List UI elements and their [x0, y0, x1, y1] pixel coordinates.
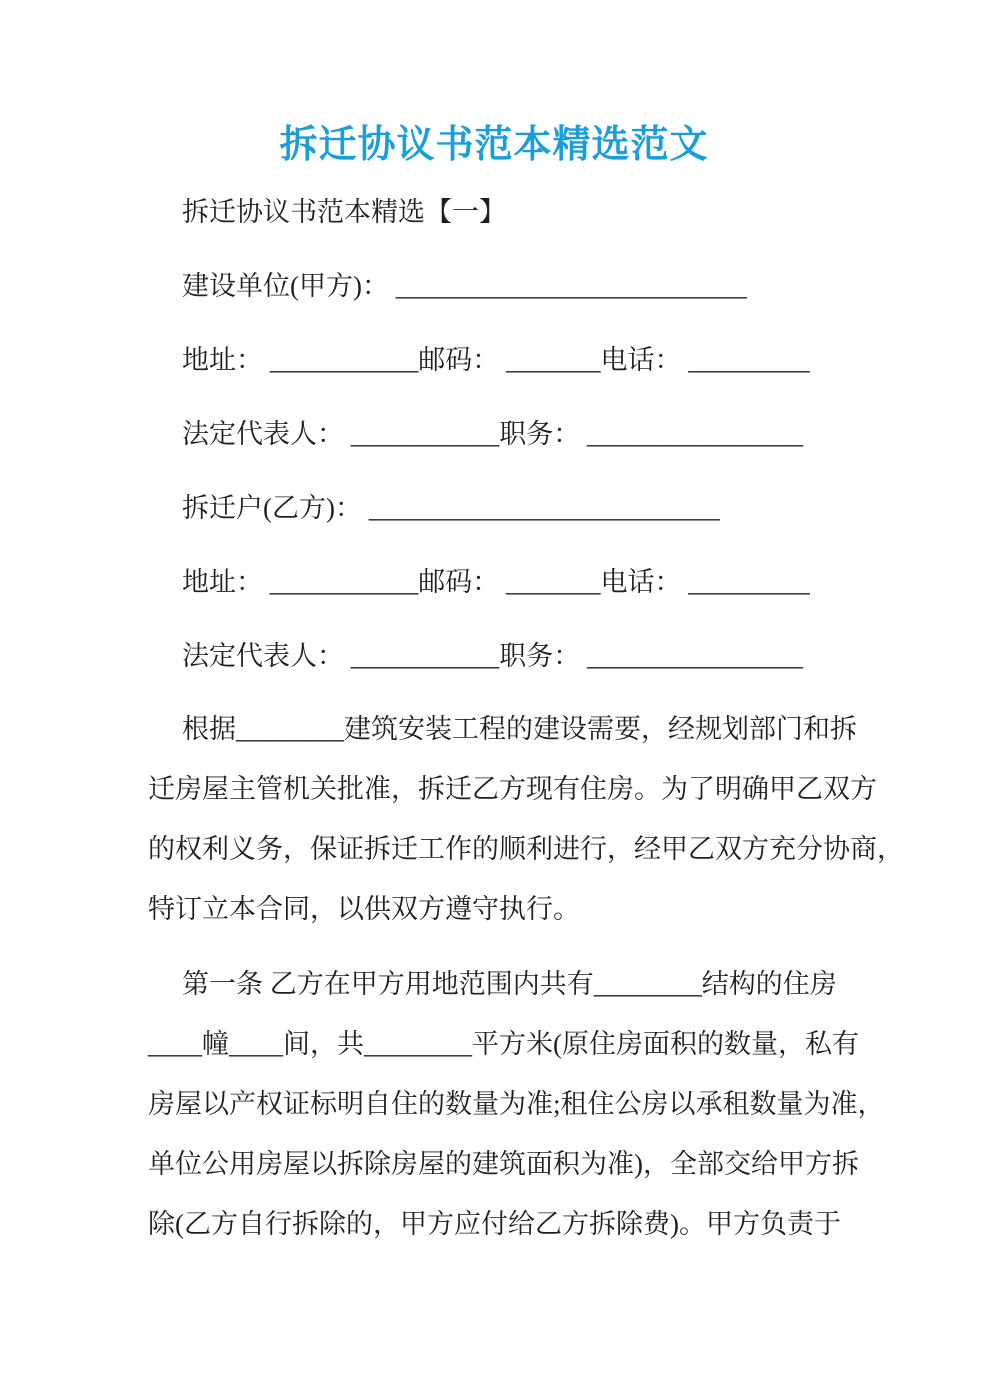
paragraph-article-1	[148, 954, 885, 1254]
paragraph-line: 房屋以产权证标明自住的数量为准;租住公房以承租数量为准，	[148, 1089, 885, 1119]
paragraph-line: ____幢____间，共________平方米(原住房面积的数量，私有	[148, 1029, 859, 1059]
paragraph-line: 除(乙方自行拆除的，甲方应付给乙方拆除费)。甲方负责于	[148, 1209, 841, 1239]
form-line-legal-representative-2: 法定代表人： ___________职务： ________________	[182, 641, 803, 671]
section-heading: 拆迁协议书范本精选【一】	[182, 197, 506, 227]
page-title: 拆迁协议书范本精选范文	[279, 124, 709, 166]
paragraph-line: 迁房屋主管机关批准，拆迁乙方现有住房。为了明确甲乙双方	[148, 774, 877, 804]
paragraph-line: 第一条 乙方在甲方用地范围内共有________结构的住房	[182, 969, 837, 999]
paragraph-line: 特订立本合同，以供双方遵守执行。	[148, 894, 580, 924]
paragraph-line: 单位公用房屋以拆除房屋的建筑面积为准)，全部交给甲方拆	[148, 1149, 859, 1179]
paragraph-preamble	[148, 699, 904, 939]
form-line-relocated-household: 拆迁户(乙方)： __________________________	[182, 493, 720, 523]
paragraph-line: 的权利义务，保证拆迁工作的顺利进行，经甲乙双方充分协商，	[148, 834, 904, 864]
form-line-construction-unit: 建设单位(甲方)： __________________________	[182, 271, 747, 301]
paragraph-line: 根据________建筑安装工程的建设需要，经规划部门和拆	[182, 714, 857, 744]
form-line-address-1: 地址： ___________邮码： _______电话： _________	[182, 345, 810, 375]
form-line-address-2: 地址： ___________邮码： _______电话： _________	[182, 567, 810, 597]
form-line-legal-representative-1: 法定代表人： ___________职务： ________________	[182, 419, 803, 449]
